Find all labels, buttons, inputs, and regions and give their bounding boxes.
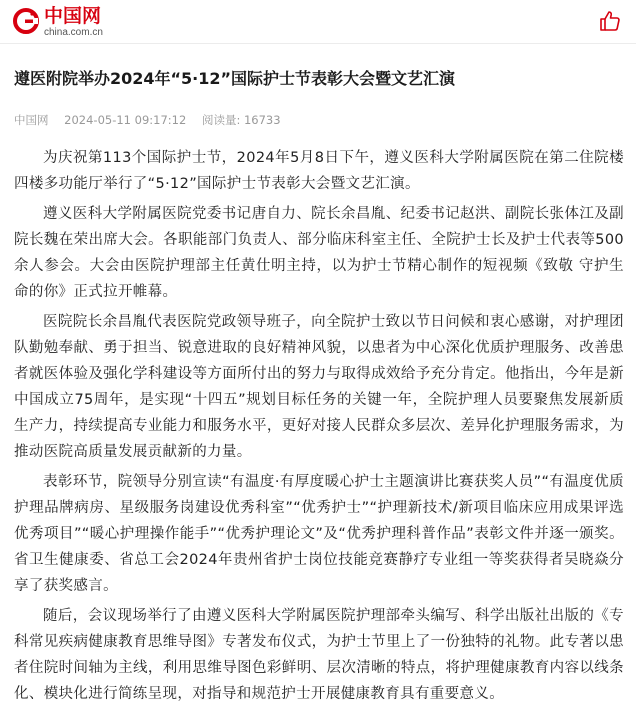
article-source: 中国网: [14, 113, 49, 127]
article-meta: [14, 110, 293, 130]
logo-text-cn: 中国网: [44, 5, 102, 27]
article-paragraph: 随后，会议现场举行了由遵义医科大学附属医院护理部牵头编写、科学出版社出版的《专科常见疾病健康教育思维导图》专著发布仪式，为护士节里上了一份独特的礼物。此专著以患者住院时间轴为主线，利用思维导图色彩鲜明、层次清晰的特点，将护理健康教育内容以线条化、模块化进行简练呈现，对指导和规范护士开展健康教育具有重要意义。: [14, 608, 624, 702]
article-paragraph: 为庆祝第113个国际护士节，2024年5月8日下午，遵义医科大学附属医院在第二住院楼四楼多功能厅举行了“5·12”国际护士节表彰大会暨文艺汇演。: [14, 150, 624, 192]
thumbs-up-icon[interactable]: [598, 9, 622, 33]
china-net-logo-icon: [12, 7, 40, 35]
article-views: 阅读量: 16733: [201, 113, 281, 127]
article-paragraph: 医院院长余昌胤代表医院党政领导班子，向全院护士致以节日问候和衷心感谢，对护理团队勤勉奉献、勇于担当、锐意进取的良好精神风貌，以患者为中心深化优质护理服务、改善患者就医体验及强化学科建设等方面所付出的努力与取得成效给予充分肯定。他指出，今年是新中国成立75周年，是实现“十四五”规划目标任务的关键一年，全院护理人员要聚焦发展新质生产力，持续提高专业能力和服务水平，更好对接人民群众多层次、差异化护理服务需求，为推动医院高质量发展贡献新的力量。: [14, 314, 624, 460]
article-paragraph: 表彰环节，院领导分别宣读“有温度·有厚度暖心护士主题演讲比赛获奖人员”“有温度优质护理品牌病房、星级服务岗建设优秀科室”“优秀护士”“护理新技术/新项目临床应用成果评选优秀项目”“暖心护理操作能手”“优秀护理论文”及“优秀护理科普作品”表彰文件并逐一颁奖。省卫生健康委、省总工会2024年贵州省护士岗位技能竞赛静疗专业组一等奖获得者吴晓焱分享了获奖感言。: [14, 474, 624, 594]
article-title: 遵医附院举办2024年“5·12”国际护士节表彰大会暨文艺汇演: [14, 69, 456, 88]
article-body: [14, 145, 624, 711]
article-paragraph: 遵义医科大学附属医院党委书记唐自力、院长余昌胤、纪委书记赵洪、副院长张体江及副院长魏在荣出席大会。各职能部门负责人、部分临床科室主任、全院护士长及护士代表等500余人参会。大会由医院护理部主任黄仕明主持，以为护士节精心制作的短视频《致敬 守护生命的你》正式拉开帷幕。: [14, 206, 624, 300]
logo-text-en: china.com.cn: [44, 27, 103, 38]
article-datetime: 2024-05-11 09:17:12: [64, 113, 187, 127]
site-logo[interactable]: [12, 5, 122, 39]
site-header: [0, 0, 636, 44]
